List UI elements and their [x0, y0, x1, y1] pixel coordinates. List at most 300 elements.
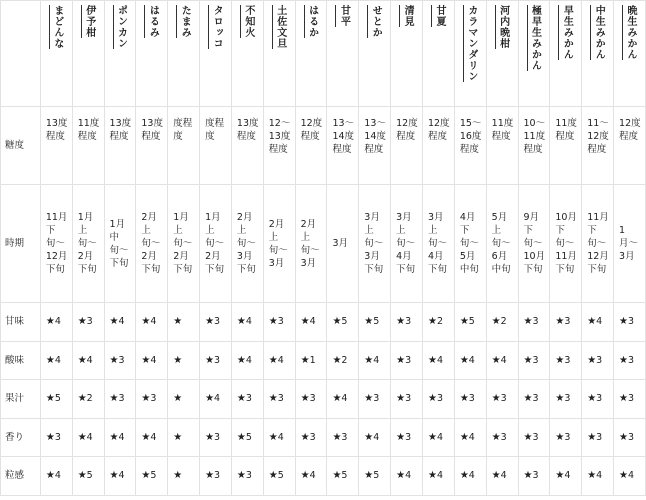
rating-value: 3: [245, 393, 252, 405]
juice-rating-cell: [486, 380, 518, 419]
rating-value: 4: [500, 354, 507, 366]
acidity-rating-cell: [422, 341, 454, 380]
sweetness-rating-cell: [422, 303, 454, 342]
variety-name: 甘夏: [431, 5, 446, 27]
star-icon: ★: [619, 354, 628, 366]
rating-value: 5: [373, 470, 380, 482]
variety-header: [40, 1, 72, 107]
star-icon: ★: [332, 354, 342, 366]
star-icon: ★: [300, 393, 310, 405]
season-cell: 10月下旬〜11月下旬: [550, 185, 582, 303]
aroma-rating-cell: [582, 418, 614, 457]
variety-name: 晩生みかん: [622, 5, 637, 60]
season-cell: 3月: [327, 185, 359, 303]
texture-rating-cell: [263, 457, 295, 496]
row-label: 時期: [1, 185, 41, 303]
star-icon: ★: [619, 431, 628, 443]
star-icon: ★: [173, 393, 183, 405]
star-icon: ★: [396, 470, 406, 482]
rating-value: 4: [564, 470, 571, 482]
star-icon: ★: [587, 316, 597, 328]
juice-rating-cell: [200, 380, 232, 419]
variety-header: [231, 1, 263, 107]
rating-value: 3: [628, 393, 635, 405]
season-cell: 9月下旬〜10月下旬: [518, 185, 550, 303]
aroma-rating-cell: [486, 418, 518, 457]
star-icon: ★: [555, 431, 565, 443]
variety-name: 伊予柑: [81, 5, 96, 38]
acidity-rating-cell: [263, 341, 295, 380]
star-icon: ★: [300, 354, 310, 366]
star-icon: ★: [555, 354, 565, 366]
star-icon: ★: [268, 316, 278, 328]
star-icon: ★: [236, 316, 246, 328]
sweetness-rating-cell: [72, 303, 104, 342]
juice-rating-cell: [327, 380, 359, 419]
rating-value: 4: [86, 431, 93, 443]
star-icon: ★: [427, 470, 437, 482]
rating-value: 5: [341, 470, 348, 482]
rating-value: 4: [500, 470, 507, 482]
juice-rating-cell: [550, 380, 582, 419]
rating-value: 3: [245, 470, 252, 482]
variety-name: 河内晩柑: [495, 5, 510, 49]
season-cell: 11月下旬〜12月下旬: [40, 185, 72, 303]
variety-name: ポンカン: [113, 5, 128, 49]
rating-value: 3: [277, 316, 284, 328]
variety-name: 土佐文旦: [272, 5, 287, 49]
star-icon: ★: [332, 470, 342, 482]
star-icon: ★: [109, 316, 119, 328]
rating-value: 2: [436, 316, 443, 328]
rating-value: 5: [341, 316, 348, 328]
rating-value: 3: [405, 316, 412, 328]
texture-rating-cell: [231, 457, 263, 496]
star-icon: ★: [300, 431, 310, 443]
star-icon: ★: [268, 431, 278, 443]
sweetness-rating-cell: [550, 303, 582, 342]
star-icon: ★: [173, 431, 183, 443]
star-icon: ★: [587, 431, 597, 443]
rating-value: 4: [277, 431, 284, 443]
acidity-rating-cell: [40, 341, 72, 380]
season-cell: 4月下旬〜5月中旬: [454, 185, 486, 303]
sugar-cell: 13度程度: [136, 107, 168, 185]
rating-value: 3: [628, 431, 635, 443]
star-icon: ★: [109, 470, 119, 482]
star-icon: ★: [205, 393, 215, 405]
acidity-rating-cell: [550, 341, 582, 380]
acidity-rating-cell: [486, 341, 518, 380]
aroma-row: [1, 418, 646, 457]
rating-value: 4: [628, 470, 635, 482]
rating-value: 4: [309, 470, 316, 482]
rating-value: 3: [277, 393, 284, 405]
sugar-cell: 12度程度: [295, 107, 327, 185]
rating-value: 4: [341, 393, 348, 405]
star-icon: ★: [332, 393, 342, 405]
juice-rating-cell: [454, 380, 486, 419]
star-icon: ★: [141, 393, 151, 405]
star-icon: ★: [45, 393, 55, 405]
rating-value: 3: [405, 393, 412, 405]
sweetness-rating-cell: [614, 303, 646, 342]
rating-value: 3: [628, 316, 635, 328]
texture-rating-cell: [614, 457, 646, 496]
star-icon: ★: [173, 470, 183, 482]
star-icon: ★: [205, 470, 215, 482]
row-label: 粒感: [1, 457, 41, 496]
rating-value: 3: [214, 431, 221, 443]
aroma-rating-cell: [104, 418, 136, 457]
juice-rating-cell: [359, 380, 391, 419]
star-icon: ★: [173, 354, 183, 366]
sugar-cell: 11〜12度程度: [582, 107, 614, 185]
variety-header: [391, 1, 423, 107]
variety-name: はるか: [304, 5, 319, 38]
rating-value: 3: [341, 431, 348, 443]
sugar-cell: 12度程度: [391, 107, 423, 185]
aroma-rating-cell: [168, 418, 200, 457]
star-icon: ★: [523, 354, 533, 366]
star-icon: ★: [141, 431, 151, 443]
sweetness-rating-cell: [454, 303, 486, 342]
rating-value: 5: [245, 431, 252, 443]
acidity-rating-cell: [200, 341, 232, 380]
star-icon: ★: [364, 393, 374, 405]
variety-header: [72, 1, 104, 107]
rating-value: 3: [118, 393, 125, 405]
juice-rating-cell: [40, 380, 72, 419]
rating-value: 4: [373, 431, 380, 443]
rating-value: 3: [500, 431, 507, 443]
rating-value: 4: [405, 470, 412, 482]
sweetness-rating-cell: [136, 303, 168, 342]
sweetness-rating-cell: [231, 303, 263, 342]
rating-value: 3: [532, 393, 539, 405]
texture-rating-cell: [550, 457, 582, 496]
sugar-cell: 12度程度: [614, 107, 646, 185]
variety-name: 甘平: [335, 5, 350, 27]
aroma-rating-cell: [200, 418, 232, 457]
texture-rating-cell: [422, 457, 454, 496]
star-icon: ★: [45, 316, 55, 328]
star-icon: ★: [396, 316, 406, 328]
row-label: 糖度: [1, 107, 41, 185]
sugar-cell: 13〜14度程度: [359, 107, 391, 185]
juice-rating-cell: [231, 380, 263, 419]
season-cell: 11月下旬〜12月下旬: [582, 185, 614, 303]
acidity-rating-cell: [391, 341, 423, 380]
sweetness-row: [1, 303, 646, 342]
rating-value: 4: [54, 316, 61, 328]
acidity-rating-cell: [614, 341, 646, 380]
star-icon: ★: [491, 316, 501, 328]
sugar-row: [1, 107, 646, 185]
row-label: 酸味: [1, 341, 41, 380]
variety-name: 清見: [399, 5, 414, 27]
variety-name: せとか: [367, 5, 382, 38]
texture-rating-cell: [454, 457, 486, 496]
texture-rating-cell: [518, 457, 550, 496]
rating-value: 4: [596, 470, 603, 482]
star-icon: ★: [555, 316, 565, 328]
rating-value: 3: [532, 431, 539, 443]
star-icon: ★: [396, 354, 406, 366]
texture-row: [1, 457, 646, 496]
aroma-rating-cell: [136, 418, 168, 457]
variety-header: [486, 1, 518, 107]
variety-name: カラマンダリン: [463, 5, 478, 82]
variety-name: まどんな: [49, 5, 64, 49]
rating-value: 4: [245, 316, 252, 328]
sweetness-rating-cell: [391, 303, 423, 342]
sugar-cell: 13〜14度程度: [327, 107, 359, 185]
sugar-cell: 11度程度: [486, 107, 518, 185]
rating-value: 5: [86, 470, 93, 482]
season-cell: 3月上旬〜3月下旬: [359, 185, 391, 303]
rating-value: 5: [373, 316, 380, 328]
star-icon: ★: [491, 431, 501, 443]
rating-value: 3: [628, 354, 635, 366]
acidity-rating-cell: [454, 341, 486, 380]
star-icon: ★: [173, 316, 183, 328]
sugar-cell: 11度程度: [72, 107, 104, 185]
texture-rating-cell: [104, 457, 136, 496]
season-cell: 1月上旬〜2月下旬: [200, 185, 232, 303]
rating-value: 3: [405, 354, 412, 366]
sweetness-rating-cell: [104, 303, 136, 342]
season-row: [1, 185, 646, 303]
star-icon: ★: [236, 393, 246, 405]
rating-value: 4: [373, 354, 380, 366]
acidity-row: [1, 341, 646, 380]
sweetness-rating-cell: [518, 303, 550, 342]
rating-value: 3: [532, 316, 539, 328]
texture-rating-cell: [582, 457, 614, 496]
aroma-rating-cell: [359, 418, 391, 457]
rating-value: 3: [532, 354, 539, 366]
header-row: [1, 1, 646, 107]
texture-rating-cell: [327, 457, 359, 496]
aroma-rating-cell: [231, 418, 263, 457]
sugar-cell: 13度程度: [40, 107, 72, 185]
variety-header: [550, 1, 582, 107]
star-icon: ★: [141, 354, 151, 366]
rating-value: 3: [118, 354, 125, 366]
juice-rating-cell: [263, 380, 295, 419]
star-icon: ★: [587, 354, 597, 366]
rating-value: 4: [86, 354, 93, 366]
sugar-cell: 15〜16度程度: [454, 107, 486, 185]
rating-value: 4: [468, 470, 475, 482]
variety-header: [582, 1, 614, 107]
rating-value: 3: [564, 354, 571, 366]
juice-rating-cell: [72, 380, 104, 419]
star-icon: ★: [109, 393, 119, 405]
star-icon: ★: [523, 393, 533, 405]
rating-value: 3: [309, 431, 316, 443]
star-icon: ★: [268, 470, 278, 482]
juice-rating-cell: [422, 380, 454, 419]
season-cell: 5月上旬〜6月中旬: [486, 185, 518, 303]
variety-header: [295, 1, 327, 107]
aroma-rating-cell: [263, 418, 295, 457]
variety-name: 中生みかん: [590, 5, 605, 60]
season-cell: 1月上旬〜2月下旬: [168, 185, 200, 303]
rating-value: 5: [54, 393, 61, 405]
season-cell: 1月〜3月: [614, 185, 646, 303]
sweetness-rating-cell: [359, 303, 391, 342]
variety-header: [327, 1, 359, 107]
rating-value: 4: [118, 431, 125, 443]
star-icon: ★: [300, 470, 310, 482]
star-icon: ★: [141, 470, 151, 482]
star-icon: ★: [300, 316, 310, 328]
star-icon: ★: [141, 316, 151, 328]
sweetness-rating-cell: [486, 303, 518, 342]
aroma-rating-cell: [72, 418, 104, 457]
texture-rating-cell: [295, 457, 327, 496]
aroma-rating-cell: [327, 418, 359, 457]
star-icon: ★: [587, 393, 597, 405]
star-icon: ★: [364, 470, 374, 482]
star-icon: ★: [205, 431, 215, 443]
star-icon: ★: [77, 470, 87, 482]
acidity-rating-cell: [327, 341, 359, 380]
juice-rating-cell: [104, 380, 136, 419]
rating-value: 4: [277, 354, 284, 366]
aroma-rating-cell: [614, 418, 646, 457]
star-icon: ★: [459, 316, 469, 328]
row-label: 甘味: [1, 303, 41, 342]
star-icon: ★: [364, 354, 374, 366]
star-icon: ★: [77, 354, 87, 366]
star-icon: ★: [523, 431, 533, 443]
rating-value: 3: [214, 470, 221, 482]
sugar-cell: 度程度: [200, 107, 232, 185]
star-icon: ★: [523, 470, 533, 482]
rating-value: 3: [405, 431, 412, 443]
sweetness-rating-cell: [295, 303, 327, 342]
star-icon: ★: [205, 316, 215, 328]
rating-value: 4: [150, 316, 157, 328]
rating-value: 3: [214, 354, 221, 366]
juice-rating-cell: [136, 380, 168, 419]
rating-value: 5: [150, 470, 157, 482]
rating-value: 4: [150, 354, 157, 366]
acidity-rating-cell: [231, 341, 263, 380]
star-icon: ★: [619, 316, 628, 328]
sweetness-rating-cell: [168, 303, 200, 342]
sugar-cell: 12度程度: [422, 107, 454, 185]
rating-value: 4: [309, 316, 316, 328]
acidity-rating-cell: [295, 341, 327, 380]
acidity-rating-cell: [104, 341, 136, 380]
sweetness-rating-cell: [582, 303, 614, 342]
variety-header: [614, 1, 646, 107]
star-icon: ★: [396, 393, 406, 405]
acidity-rating-cell: [136, 341, 168, 380]
rating-value: 4: [54, 470, 61, 482]
star-icon: ★: [236, 431, 246, 443]
star-icon: ★: [332, 316, 342, 328]
season-cell: 2月上旬〜3月下旬: [231, 185, 263, 303]
aroma-rating-cell: [391, 418, 423, 457]
variety-name: 早生みかん: [558, 5, 573, 60]
star-icon: ★: [491, 470, 501, 482]
rating-value: 4: [436, 354, 443, 366]
variety-header: [359, 1, 391, 107]
rating-value: 4: [150, 431, 157, 443]
variety-name: タロッコ: [208, 5, 223, 49]
row-label: 香り: [1, 418, 41, 457]
rating-value: 2: [86, 393, 93, 405]
texture-rating-cell: [391, 457, 423, 496]
star-icon: ★: [619, 470, 628, 482]
aroma-rating-cell: [295, 418, 327, 457]
rating-value: 3: [86, 316, 93, 328]
acidity-rating-cell: [168, 341, 200, 380]
star-icon: ★: [236, 470, 246, 482]
star-icon: ★: [45, 431, 55, 443]
star-icon: ★: [587, 470, 597, 482]
acidity-rating-cell: [582, 341, 614, 380]
juice-rating-cell: [518, 380, 550, 419]
aroma-rating-cell: [550, 418, 582, 457]
variety-header: [518, 1, 550, 107]
aroma-rating-cell: [518, 418, 550, 457]
texture-rating-cell: [168, 457, 200, 496]
season-cell: 2月上旬〜3月: [263, 185, 295, 303]
sweetness-rating-cell: [40, 303, 72, 342]
star-icon: ★: [427, 354, 437, 366]
rating-value: 3: [564, 431, 571, 443]
texture-rating-cell: [359, 457, 391, 496]
acidity-rating-cell: [72, 341, 104, 380]
rating-value: 5: [468, 316, 475, 328]
star-icon: ★: [459, 393, 469, 405]
rating-value: 3: [436, 393, 443, 405]
texture-rating-cell: [40, 457, 72, 496]
rating-value: 3: [596, 354, 603, 366]
rating-value: 4: [468, 431, 475, 443]
sugar-cell: 13度程度: [104, 107, 136, 185]
sugar-cell: 11度程度: [550, 107, 582, 185]
star-icon: ★: [619, 393, 628, 405]
sugar-cell: 度程度: [168, 107, 200, 185]
rating-value: 3: [468, 393, 475, 405]
star-icon: ★: [109, 431, 119, 443]
star-icon: ★: [77, 316, 87, 328]
rating-value: 4: [596, 316, 603, 328]
rating-value: 5: [277, 470, 284, 482]
season-cell: 2月上旬〜3月: [295, 185, 327, 303]
star-icon: ★: [427, 431, 437, 443]
juice-rating-cell: [391, 380, 423, 419]
star-icon: ★: [459, 431, 469, 443]
rating-value: 2: [341, 354, 348, 366]
star-icon: ★: [268, 354, 278, 366]
juice-row: [1, 380, 646, 419]
star-icon: ★: [459, 354, 469, 366]
texture-rating-cell: [200, 457, 232, 496]
juice-rating-cell: [295, 380, 327, 419]
star-icon: ★: [109, 354, 119, 366]
star-icon: ★: [364, 316, 374, 328]
variety-header: [454, 1, 486, 107]
juice-rating-cell: [582, 380, 614, 419]
